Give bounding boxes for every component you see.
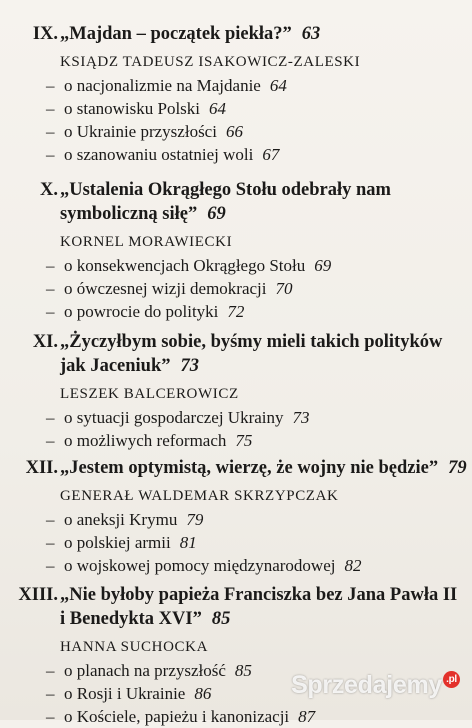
topic-page: 67	[262, 145, 280, 164]
topic-page: 66	[225, 122, 243, 141]
chapter-number: XI.	[32, 332, 58, 352]
chapter-page: 63	[301, 24, 321, 44]
topic-page: 72	[227, 302, 245, 321]
chapter-ix	[0, 22, 472, 166]
topic-item: – o szanowaniu ostatniej woli 67	[46, 145, 280, 164]
topic-list	[0, 74, 472, 166]
topic-item: – o stanowisku Polski 64	[46, 99, 227, 118]
chapter-number: IX.	[32, 24, 58, 44]
topic-page: 87	[298, 707, 316, 726]
topic-item: – o aneksji Krymu 79	[46, 510, 204, 529]
chapter-title-line: „Nie byłoby papieża Franciszka bez Jana Pawła II	[60, 585, 458, 605]
chapter-title-line: symboliczną siłę” 69	[60, 204, 226, 224]
topic-item: – o wojskowej pomocy międzynarodowej 82	[46, 556, 362, 575]
topic-item: – o polskiej armii 81	[46, 533, 197, 552]
topic-item: – o Rosji i Ukrainie 86	[46, 684, 212, 703]
topic-page: 86	[194, 684, 212, 703]
topic-item: – o sytuacji gospodarczej Ukrainy 73	[46, 408, 310, 427]
topic-item: – o ówczesnej wizji demokracji 70	[46, 279, 293, 298]
topic-page: 70	[275, 279, 293, 298]
watermark-domain-badge: .pl	[443, 671, 460, 688]
chapter-page: 69	[207, 204, 226, 224]
chapter-page: 85	[211, 609, 231, 629]
topic-list	[0, 406, 472, 452]
chapter-x	[0, 178, 472, 323]
topic-item: – o powrocie do polityki 72	[46, 302, 245, 321]
chapter-title	[0, 330, 472, 378]
chapter-xii	[0, 456, 472, 577]
topic-item: – o planach na przyszłość 85	[46, 661, 252, 680]
topic-item: – o Ukrainie przyszłości 66	[46, 122, 243, 141]
chapter-title-line: „Życzyłbym sobie, byśmy mieli takich polityków	[60, 332, 443, 352]
interviewee-name: HANNA SUCHOCKA	[60, 639, 208, 655]
interviewee-name: LESZEK BALCEROWICZ	[60, 386, 239, 402]
chapter-title-line: „Ustalenia Okrągłego Stołu odebrały nam	[60, 180, 391, 200]
interviewee-name: KORNEL MORAWIECKI	[60, 234, 233, 250]
chapter-xi	[0, 330, 472, 452]
topic-item: – o Kościele, papieżu i kanonizacji 87	[46, 707, 316, 726]
chapter-number: XII.	[25, 458, 58, 478]
chapter-title	[0, 456, 472, 480]
topic-page: 75	[235, 431, 253, 450]
topic-page: 69	[314, 256, 332, 275]
chapter-page: 73	[180, 356, 200, 376]
chapter-title-line: „Majdan – początek piekła?” 63	[60, 24, 321, 44]
topic-item: – o konsekwencjach Okrągłego Stołu 69	[46, 256, 332, 275]
topic-page: 81	[179, 533, 197, 552]
interviewee-name: GENERAŁ WALDEMAR SKRZYPCZAK	[60, 488, 339, 504]
chapter-title	[0, 178, 472, 226]
chapter-title	[0, 22, 472, 46]
topic-item: – o możliwych reformach 75	[46, 431, 253, 450]
site-watermark: Sprzedajemy .pl	[291, 671, 460, 700]
chapter-page: 79	[448, 458, 467, 478]
topic-list	[0, 254, 472, 323]
chapter-title-line: i Benedykta XVI” 85	[60, 609, 231, 629]
chapter-title-line: „Jestem optymistą, wierzę, że wojny nie będzie” 79	[60, 458, 467, 478]
topic-page: 73	[292, 408, 310, 427]
topic-list	[0, 508, 472, 577]
topic-item: – o nacjonalizmie na Majdanie 64	[46, 76, 287, 95]
chapter-number: XIII.	[18, 585, 58, 605]
chapter-number: X.	[40, 180, 58, 200]
chapter-title	[0, 583, 472, 631]
interviewee-name: KSIĄDZ TADEUSZ ISAKOWICZ-ZALESKI	[60, 54, 361, 70]
topic-page: 64	[269, 76, 287, 95]
topic-page: 79	[186, 510, 204, 529]
chapter-xiii	[0, 583, 472, 728]
topic-page: 82	[344, 556, 362, 575]
topic-page: 64	[209, 99, 227, 118]
chapter-title-line: jak Jaceniuk” 73	[60, 356, 200, 376]
topic-page: 85	[234, 661, 252, 680]
